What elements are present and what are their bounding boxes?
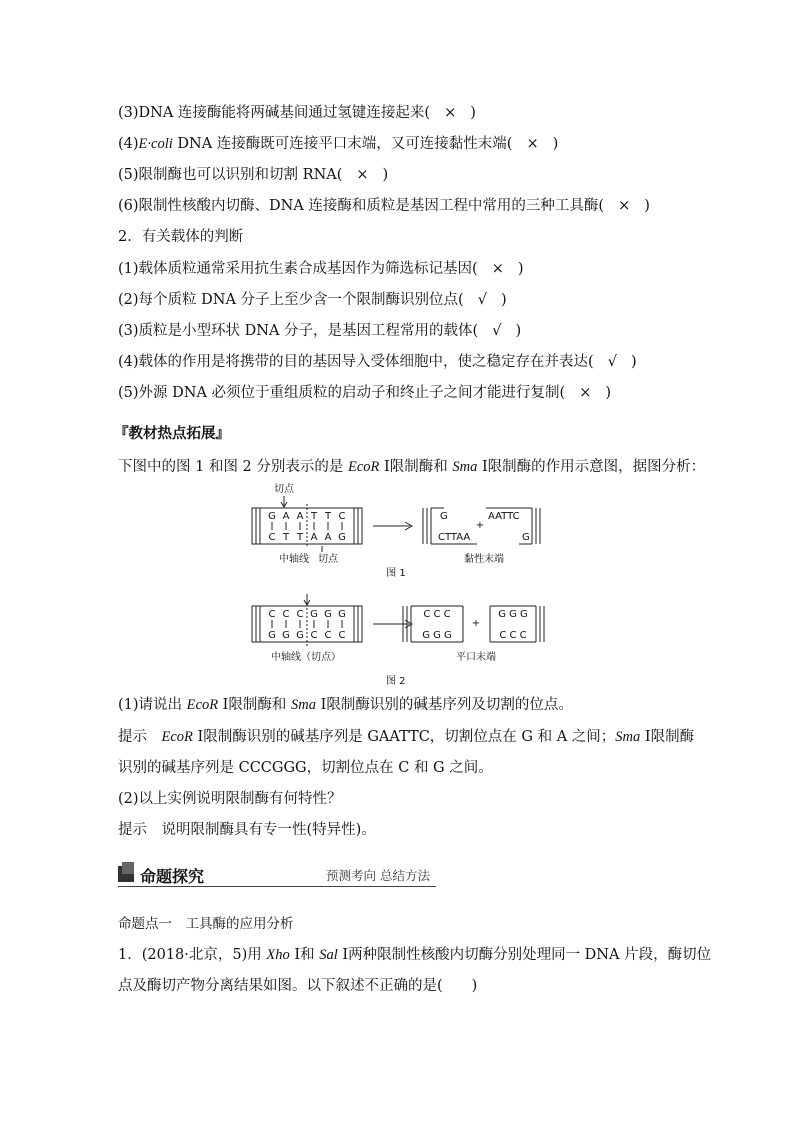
fig2-caption: 图 2	[386, 676, 406, 687]
svg-text:+: +	[475, 520, 485, 531]
vector-item-4: (4)载体的作用是将携带的目的基因导入受体细胞中，使之稳定存在并表达( √ )	[118, 354, 637, 370]
section-rule	[118, 886, 436, 887]
svg-text:C C C: C C C	[423, 609, 451, 620]
enzyme-item-4: (4)E·coli DNA 连接酶既可连接平口末端，又可连接黏性末端( × )	[118, 136, 559, 152]
svg-text:T: T	[310, 511, 318, 522]
vector-item-2: (2)每个质粒 DNA 分子上至少含一个限制酶识别位点( √ )	[118, 292, 507, 308]
answer-1-line1: 提示 EcoR Ⅰ限制酶识别的碱基序列是 GAATTC，切割位点在 G 和 A 之间；Sma Ⅰ限制酶	[118, 729, 695, 745]
svg-text:G: G	[324, 609, 332, 620]
answer-1-line2: 识别的碱基序列是 CCCGGG，切割位点在 C 和 G 之间。	[118, 760, 493, 776]
svg-text:G: G	[338, 532, 346, 543]
restriction-enzyme-diagram	[240, 480, 560, 670]
svg-text:C: C	[282, 609, 290, 620]
svg-text:C: C	[296, 609, 304, 620]
judgement-mark: ×	[526, 136, 539, 152]
svg-text:C C C: C C C	[499, 630, 527, 641]
judgement-mark: ×	[579, 385, 592, 401]
fig1-product-label: 黏性末端	[464, 554, 504, 565]
section-header	[118, 862, 436, 890]
svg-text:AATTC: AATTC	[488, 511, 520, 522]
svg-text:G: G	[268, 630, 276, 641]
enzyme-item-6: (6)限制性核酸内切酶、DNA 连接酶和质粒是基因工程中常用的三种工具酶( × )	[118, 198, 650, 214]
fig1-axis-label: 中轴线	[279, 554, 309, 565]
svg-text:G: G	[440, 511, 448, 522]
fig1-cut-label: 切点	[274, 484, 294, 495]
svg-text:C: C	[268, 532, 276, 543]
fig1-cut-label2: 切点	[318, 554, 338, 565]
enzyme-item-5: (5)限制酶也可以识别和切割 RNA( × )	[118, 167, 389, 183]
vector-item-1: (1)载体质粒通常采用抗生素合成基因作为筛选标记基因( × )	[118, 261, 524, 277]
judgement-mark: ×	[491, 261, 504, 277]
answer-2: 提示 说明限制酶具有专一性(特异性)。	[118, 822, 376, 838]
fig2-axis-label: 中轴线（切点）	[271, 652, 341, 663]
svg-text:+: +	[471, 618, 481, 629]
svg-text:A: A	[296, 511, 304, 522]
svg-text:G: G	[282, 630, 290, 641]
section-subtitle: 预测考向 总结方法	[326, 868, 430, 883]
svg-text:T: T	[296, 532, 304, 543]
fig1-caption: 图 1	[386, 568, 406, 579]
judgement-mark: ×	[356, 167, 369, 183]
svg-text:T: T	[324, 511, 332, 522]
svg-text:A: A	[282, 511, 290, 522]
judgement-mark: ×	[618, 198, 631, 214]
heading-vector: 2．有关载体的判断	[118, 229, 244, 245]
svg-text:G: G	[296, 630, 304, 641]
section-title: 命题探究	[140, 867, 205, 886]
judgement-mark: √	[492, 323, 502, 339]
question-1: (1)请说出 EcoR Ⅰ限制酶和 Sma Ⅰ限制酶识别的碱基序列及切割的位点。	[118, 697, 573, 713]
judgement-mark: √	[477, 292, 487, 308]
svg-text:T: T	[282, 532, 290, 543]
extension-heading: 『教材热点拓展』	[114, 426, 230, 442]
problem-1-line2: 点及酶切产物分离结果如图。以下叙述不正确的是( )	[118, 978, 478, 994]
svg-text:A: A	[310, 532, 318, 543]
svg-text:C: C	[324, 630, 332, 641]
question-2: (2)以上实例说明限制酶有何特性？	[118, 791, 342, 807]
svg-text:C: C	[338, 511, 346, 522]
svg-text:G: G	[310, 609, 318, 620]
svg-text:C: C	[310, 630, 318, 641]
svg-text:C: C	[268, 609, 276, 620]
vector-item-3: (3)质粒是小型环状 DNA 分子，是基因工程常用的载体( √ )	[118, 323, 522, 339]
point-heading: 命题点一 工具酶的应用分析	[118, 916, 294, 932]
fig2-product-label: 平口末端	[456, 652, 496, 663]
svg-text:A: A	[324, 532, 332, 543]
figure-intro: 下图中的图 1 和图 2 分别表示的是 EcoR Ⅰ限制酶和 Sma Ⅰ限制酶的作用示意图，据图分析：	[118, 459, 706, 475]
svg-text:G: G	[268, 511, 276, 522]
svg-text:G G G: G G G	[422, 630, 452, 641]
judgement-mark: √	[607, 354, 617, 370]
svg-text:C: C	[338, 630, 346, 641]
svg-text:G: G	[338, 609, 346, 620]
problem-1-line1: 1．(2018·北京，5)用 Xho Ⅰ和 Sal Ⅰ两种限制性核酸内切酶分别处理同一 DNA 片段，酶切位	[118, 947, 712, 963]
enzyme-item-3: (3)DNA 连接酶能将两碱基间通过氢键连接起来( × )	[118, 105, 476, 121]
svg-text:G G G: G G G	[498, 609, 528, 620]
svg-text:CTTAA: CTTAA	[438, 532, 471, 543]
judgement-mark: ×	[444, 105, 457, 121]
vector-item-5: (5)外源 DNA 必须位于重组质粒的启动子和终止子之间才能进行复制( × )	[118, 385, 612, 401]
svg-text:G: G	[522, 532, 530, 543]
